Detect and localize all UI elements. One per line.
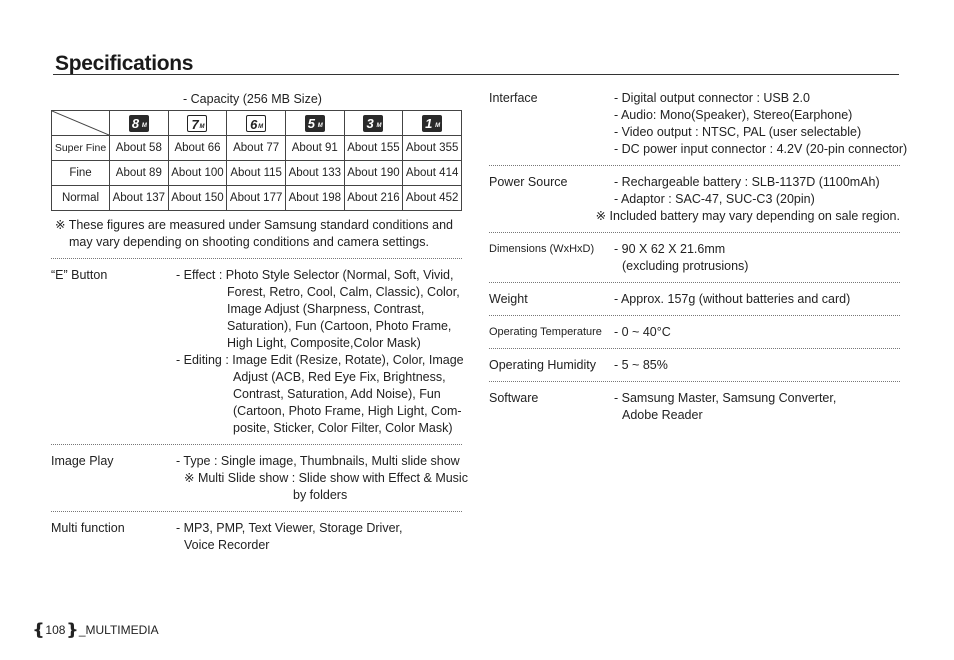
spec-row-image-play <box>51 453 468 504</box>
spec-value: - Samsung Master, Samsung Converter, Adobe Reader <box>614 391 837 422</box>
divider <box>489 381 900 382</box>
table-row <box>52 161 462 186</box>
spec-label: Weight <box>489 292 528 306</box>
spec-row-interface <box>489 90 908 158</box>
spec-label: Operating Humidity <box>489 358 596 372</box>
table-cell: About 355 <box>403 136 462 161</box>
spec-row-operating-temperature <box>489 324 900 341</box>
resolution-6m-icon: 6 M <box>246 115 266 132</box>
spec-label: Operating Temperature <box>489 326 602 338</box>
resolution-cell <box>110 111 169 136</box>
spec-label: Power Source <box>489 175 568 189</box>
spec-value: - 5 ~ 85% <box>614 358 668 372</box>
spec-value: - Digital output connector : USB 2.0 - Audio: Mono(Speaker), Stereo(Earphone) - Video output : NTSC, PAL (user selectable) - DC power input connector : 4.2V (20-pin connector) <box>614 91 908 156</box>
right-column <box>489 90 908 424</box>
spec-value: - MP3, PMP, Text Viewer, Storage Driver, Voice Recorder <box>176 521 403 552</box>
spec-row-dimensions <box>489 241 900 275</box>
table-cell: About 198 <box>285 186 344 211</box>
resolution-8m-icon: 8 M <box>129 115 149 132</box>
divider <box>489 165 900 166</box>
spec-value: - 0 ~ 40°C <box>614 325 671 339</box>
capacity-note: ※ These figures are measured under Samsung standard conditions and may vary depending on shooting conditions and camera settings. <box>55 218 453 249</box>
row-label: Normal <box>52 186 110 211</box>
spec-row-multi-function <box>51 520 462 554</box>
capacity-header-row <box>52 111 462 136</box>
table-cell: About 77 <box>227 136 286 161</box>
resolution-1m-icon: 1 M <box>422 115 442 132</box>
table-cell: About 190 <box>344 161 403 186</box>
table-corner-cell <box>52 111 110 136</box>
spec-label: Software <box>489 391 539 405</box>
spec-value: - 90 X 62 X 21.6mm (excluding protrusions) <box>614 242 749 273</box>
table-cell: About 115 <box>227 161 286 186</box>
resolution-5m-icon: 5 M <box>305 115 325 132</box>
resolution-cell <box>285 111 344 136</box>
table-cell: About 91 <box>285 136 344 161</box>
divider <box>51 511 462 512</box>
resolution-cell <box>403 111 462 136</box>
divider <box>51 258 462 259</box>
spec-label: Interface <box>489 91 538 105</box>
row-label: Fine <box>52 161 110 186</box>
divider <box>51 444 462 445</box>
resolution-3m-icon: 3 M <box>363 115 383 132</box>
spec-label: Dimensions (WxHxD) <box>489 243 595 255</box>
page-title: Specifications <box>55 52 194 75</box>
spec-value: - Approx. 157g (without batteries and card) <box>614 292 851 306</box>
spec-label: Image Play <box>51 454 114 468</box>
resolution-cell <box>168 111 227 136</box>
divider <box>489 315 900 316</box>
table-cell: About 58 <box>110 136 169 161</box>
spec-row-weight <box>489 291 900 308</box>
divider <box>489 232 900 233</box>
spec-value: - Effect : Photo Style Selector (Normal, Soft, Vivid, Forest, Retro, Cool, Calm, Classic), Color, Image Adjust (Sharpness, Contrast, Saturation), Fun (Cartoon, Photo Frame, High Light, Composite,Color Mask) - Editing : Image Edit (Resize, Rotate), Color, Image Adjust (ACB, Red Eye Fix, Brightness, Contrast, Saturation, Add Noise), Fun (Cartoon, Photo Frame, High Light, Com- posite, Sticker, Color Filter, Color Mask) <box>176 268 464 435</box>
divider <box>489 282 900 283</box>
spec-value: - Type : Single image, Thumbnails, Multi slide show ※ Multi Slide show : Slide show with Effect & Music by folders <box>176 454 468 502</box>
spec-label: “E” Button <box>51 268 108 282</box>
title-rule <box>53 74 899 75</box>
right-brace-icon: ❵ <box>65 622 79 639</box>
resolution-cell <box>344 111 403 136</box>
divider <box>489 348 900 349</box>
table-cell: About 177 <box>227 186 286 211</box>
capacity-table <box>51 110 462 211</box>
table-row <box>52 186 462 211</box>
table-cell: About 150 <box>168 186 227 211</box>
table-cell: About 414 <box>403 161 462 186</box>
resolution-7m-icon: 7 M <box>187 115 207 132</box>
page-footer <box>32 620 159 640</box>
table-cell: About 89 <box>110 161 169 186</box>
table-cell: About 133 <box>285 161 344 186</box>
table-cell: About 100 <box>168 161 227 186</box>
spec-row-e-button <box>51 267 462 437</box>
table-row <box>52 136 462 161</box>
spec-label: Multi function <box>51 521 125 535</box>
table-cell: About 452 <box>403 186 462 211</box>
capacity-caption: - Capacity (256 MB Size) <box>183 92 322 106</box>
spec-row-software <box>489 390 900 424</box>
left-column <box>51 90 468 554</box>
section-name: _MULTIMEDIA <box>78 623 159 637</box>
spec-value: - Rechargeable battery : SLB-1137D (1100mAh) - Adaptor : SAC-47, SUC-C3 (20pin) <box>614 175 880 206</box>
table-cell: About 137 <box>110 186 169 211</box>
spec-row-power-source <box>489 174 900 208</box>
left-brace-icon: ❴ <box>32 622 46 639</box>
table-cell: About 216 <box>344 186 403 211</box>
row-label: Super Fine <box>52 136 110 161</box>
table-cell: About 155 <box>344 136 403 161</box>
power-source-note: ※ Included battery may vary depending on sale region. <box>595 209 900 223</box>
page-number: 108 <box>45 623 66 637</box>
table-cell: About 66 <box>168 136 227 161</box>
resolution-cell <box>227 111 286 136</box>
spec-row-operating-humidity <box>489 357 900 374</box>
